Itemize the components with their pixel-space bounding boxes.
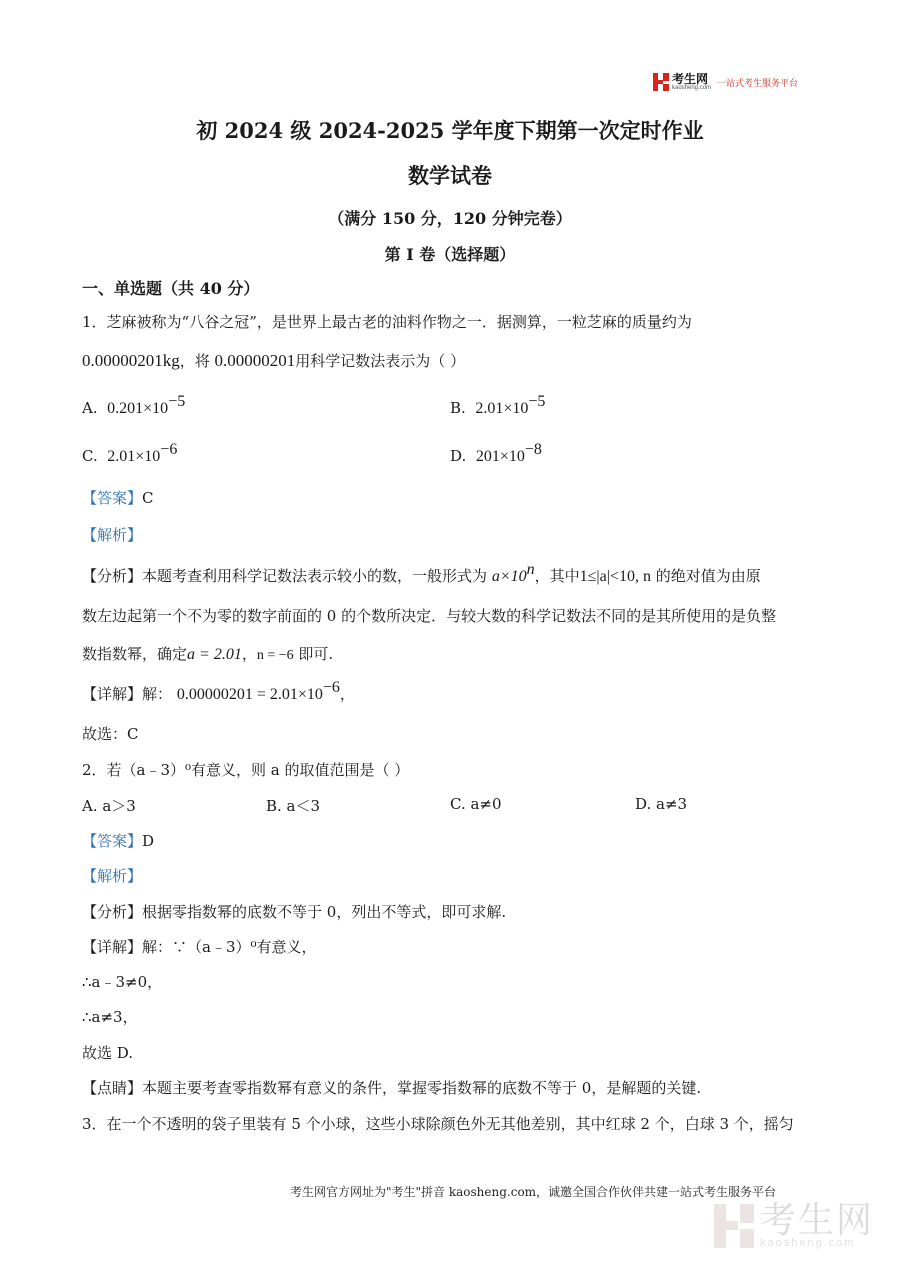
q1-option-a: A. $0.201\times 10^{-5}$ bbox=[82, 393, 186, 417]
q3-stem: 3．在一个不透明的袋子里装有 5 个小球，这些小球除颜色外无其他差别，其中红球 2 个，白球 3 个，摇匀 bbox=[82, 1115, 794, 1133]
q1-mass: 0.00000201kg bbox=[82, 351, 180, 370]
q1-stem-line2 bbox=[82, 350, 465, 371]
q1-stem-line1: 1．芝麻被称为“八谷之冠”，是世界上最古老的油料作物之一．据测算，一粒芝麻的质量约为 bbox=[82, 313, 692, 331]
q2-option-b: B. a＜3 bbox=[266, 797, 321, 815]
watermark-logo-icon bbox=[714, 1204, 754, 1248]
page-title: 初 2024 级 2024-2025 学年度下期第一次定时作业 bbox=[196, 118, 704, 143]
watermark-name: 考生网 bbox=[760, 1199, 875, 1240]
q2-option-d: D. a≠3 bbox=[635, 795, 688, 813]
q1-option-d: D. $201\times 10^{-8}$ bbox=[450, 441, 542, 465]
page-footer: 考生网官方网址为"考生"拼音 kaosheng.com，诚邀全国合作伙伴共建一站式考生服务平台 bbox=[290, 1185, 777, 1199]
q2-answer: 【答案】D bbox=[82, 832, 155, 850]
section-heading: 一、单选题（共 40 分） bbox=[82, 279, 260, 298]
page-subtitle-exam: 数学试卷 bbox=[408, 163, 492, 188]
watermark bbox=[714, 1199, 875, 1249]
q1-sep: ，将 bbox=[179, 352, 210, 370]
q1-answer: 【答案】C bbox=[82, 489, 154, 507]
q1-option-b: B. $2.01\times 10^{-5}$ bbox=[450, 393, 546, 417]
q1-fenxi-line2: 数左边起第一个不为零的数字前面的 0 的个数所决定．与较大数的科学记数法不同的是其所使用的是负整 bbox=[82, 607, 777, 625]
q2-option-c: C. a≠0 bbox=[450, 795, 502, 813]
volume-heading: 第 I 卷（选择题） bbox=[384, 245, 516, 264]
q2-analysis-tag: 【解析】 bbox=[82, 867, 143, 885]
q2-step2: ∴a≠3， bbox=[82, 1008, 138, 1026]
watermark-url: kaosheng.com bbox=[760, 1237, 856, 1249]
q1-option-c: C. $2.01\times 10^{-6}$ bbox=[82, 441, 178, 465]
q2-step1: ∴a﹣3≠0， bbox=[82, 973, 163, 991]
q2-conclusion: 故选 D. bbox=[82, 1044, 134, 1062]
logo-slogan: 一站式考生服务平台 bbox=[717, 77, 799, 88]
q1-num: 0.00000201 bbox=[214, 351, 296, 370]
q1-fenxi-line1: 【分析】本题考查利用科学记数法表示较小的数，一般形式为 $a\times 10^n$，其中1≤|a|<10, n 的绝对值为由原 bbox=[82, 561, 761, 585]
q2-stem: 2．若（a﹣3）⁰有意义，则 a 的取值范围是（ ） bbox=[82, 761, 410, 779]
header-logo bbox=[653, 72, 798, 92]
q1-analysis-tag: 【解析】 bbox=[82, 526, 143, 544]
q1-tail: 用科学记数法表示为（ ） bbox=[295, 352, 466, 370]
kaosheng-logo-icon bbox=[653, 73, 669, 91]
logo-url: kaosheng.com bbox=[672, 85, 712, 91]
q2-dianjing: 【点睛】本题主要考查零指数幂有意义的条件，掌握零指数幂的底数不等于 0，是解题的关键. bbox=[82, 1079, 702, 1097]
q1-conclusion: 故选：C bbox=[82, 725, 139, 743]
q1-fenxi-line3: 数指数幂，确定a = 2.01，n = −6 即可. bbox=[82, 645, 334, 663]
q2-fenxi: 【分析】根据零指数幂的底数不等于 0，列出不等式，即可求解. bbox=[82, 903, 507, 921]
score-time-note: （满分 150 分，120 分钟完卷） bbox=[328, 209, 572, 228]
logo-name: 考生网 bbox=[672, 72, 709, 86]
q2-option-a: A. a＞3 bbox=[82, 797, 136, 815]
q2-xiangjie: 【详解】解：∵（a﹣3）⁰有意义， bbox=[82, 938, 317, 956]
q1-xiangjie: 【详解】解： $0.00000201 = 2.01\times 10^{-6}$， bbox=[82, 679, 355, 703]
